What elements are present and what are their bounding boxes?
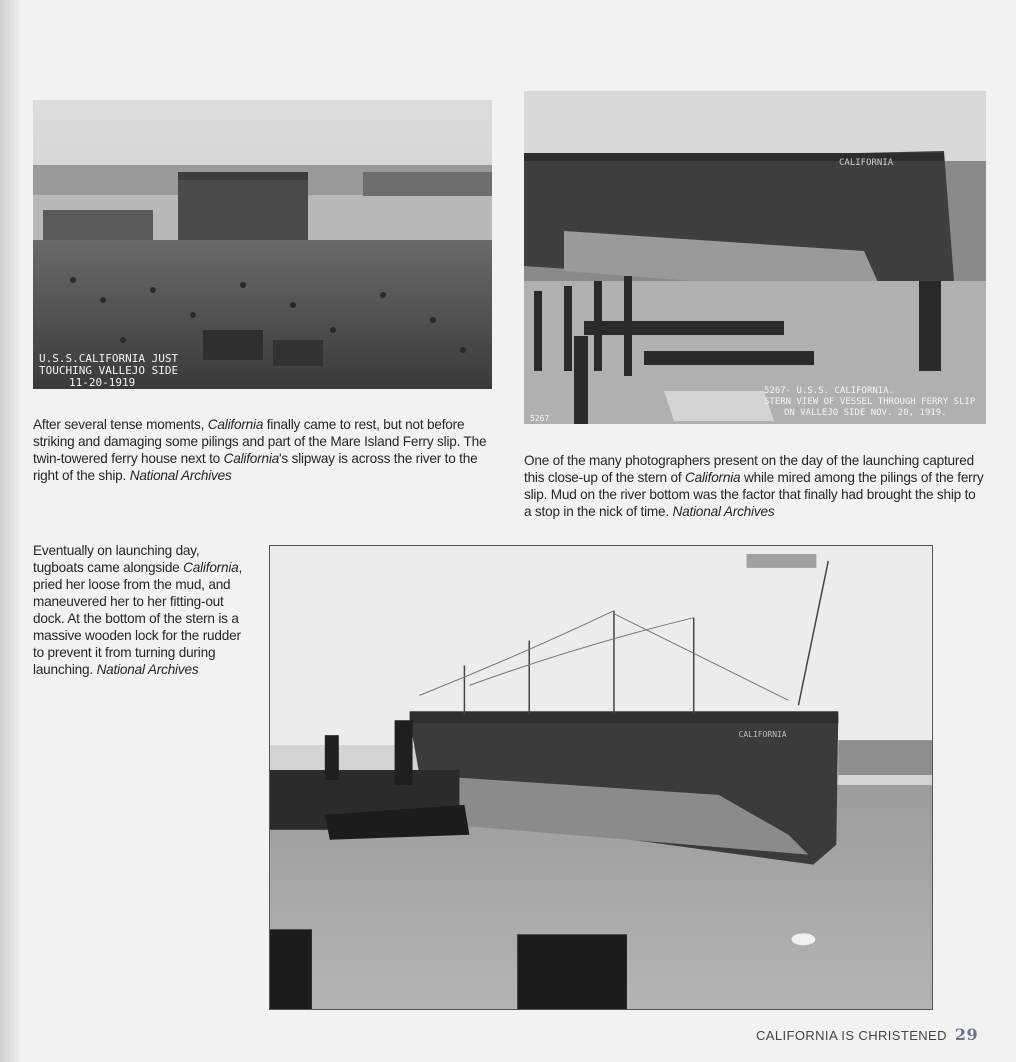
ship-name: California [223, 451, 280, 466]
stamp-line-2: STERN VIEW OF VESSEL THROUGH FERRY SLIP [764, 397, 976, 407]
photo-stern-view [524, 91, 986, 424]
caption-text: , pried her loose from the mud, and maneuvered her to her fitting-out dock. At the bottom of the stern is a massive wooden lock for the rudder to prevent it from turning during launching. [33, 560, 243, 677]
caption-text: finally came to rest, but not before striking and damaging some pilings and part of the Mare Island Ferry slip. The twin-towered ferry house next to [33, 417, 487, 466]
caption-crowd-photo [33, 416, 488, 484]
chapter-title: CALIFORNIA IS CHRISTENED [756, 1028, 947, 1043]
stamp-line-3: ON VALLEJO SIDE NOV. 20, 1919. [784, 408, 947, 418]
photo-crowd-at-launch [33, 100, 492, 389]
hull-name-label: CALIFORNIA [738, 730, 787, 740]
caption-tugboat-photo [33, 542, 245, 678]
page-gutter-shadow [0, 0, 22, 1062]
running-footer [756, 1025, 978, 1044]
stamp-line-3: 11-20-1919 [69, 376, 136, 389]
corner-mark: 5267 [530, 414, 550, 423]
caption-text: 's slipway is across the river to the right of the ship. [33, 451, 478, 483]
ship-name: California [183, 560, 239, 575]
page-number: 29 [954, 1025, 978, 1044]
stamp-line-1: U.S.S.CALIFORNIA JUST [39, 352, 179, 365]
photo-stern-image [524, 91, 986, 424]
ship-name: California [685, 470, 741, 485]
stamp-line-1: 5267- U.S.S. CALIFORNIA. [764, 386, 895, 396]
stamp-line-2: TOUCHING VALLEJO SIDE [39, 364, 179, 377]
photo-tugboats-with-ship [269, 545, 933, 1010]
caption-text: After several tense moments, [33, 417, 208, 432]
caption-stern-photo [524, 452, 984, 520]
ship-name: California [207, 417, 264, 432]
photo-credit: National Archives [129, 468, 232, 483]
caption-text: while mired among the pilings of the ferry slip. Mud on the river bottom was the factor that finally had brought the ship to a stop in the nick of time. [524, 470, 984, 519]
photo-crowd-image [33, 100, 492, 389]
caption-text: One of the many photographers present on the day of the launching captured this close-up of the stern of [524, 453, 974, 485]
photo-tugboats-image [270, 546, 932, 1009]
hull-name-label: CALIFORNIA [839, 158, 894, 168]
photo-credit: National Archives [96, 662, 199, 677]
photo-credit: National Archives [672, 504, 775, 519]
caption-text: Eventually on launching day, tugboats came alongside [33, 543, 200, 575]
